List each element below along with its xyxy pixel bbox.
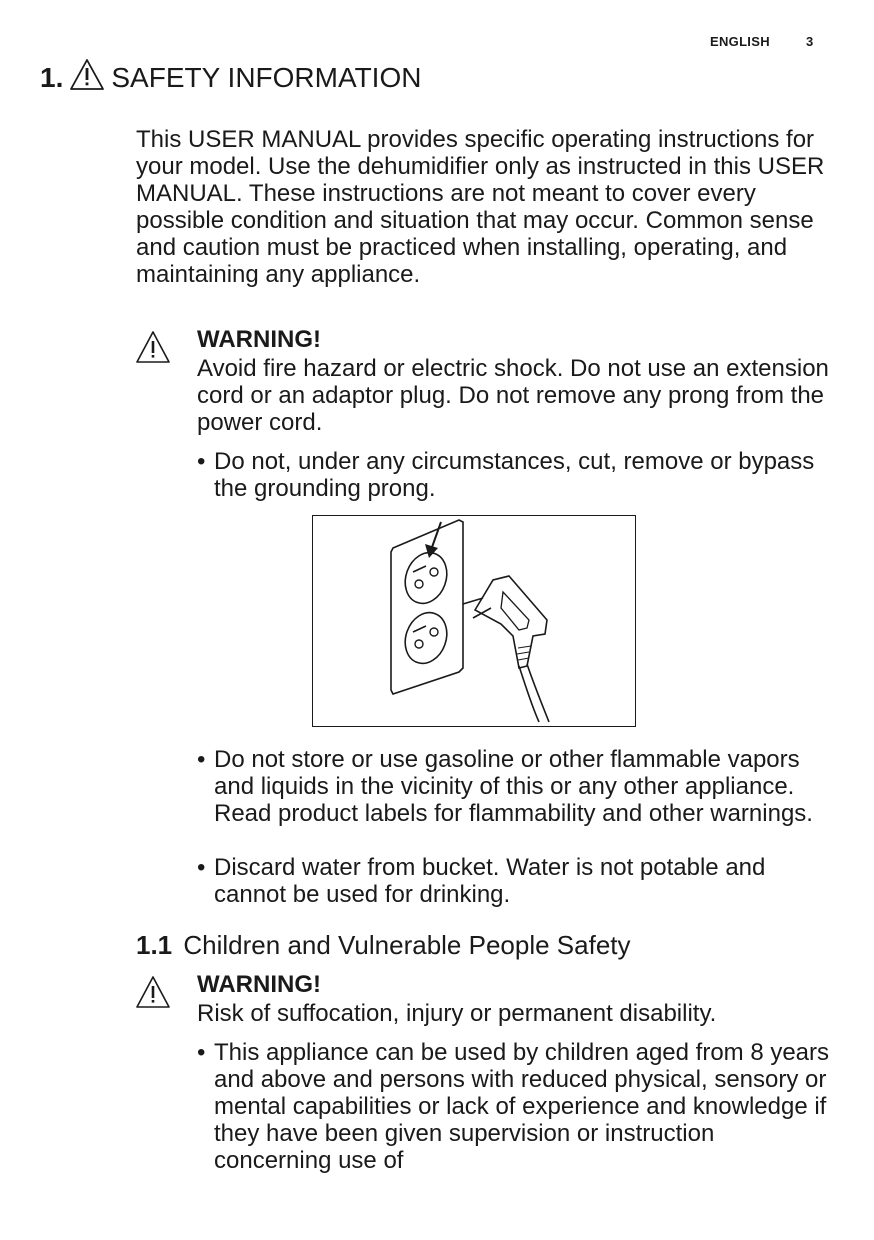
subsection-title: Children and Vulnerable People Safety [183, 930, 631, 960]
subsection-heading [136, 930, 631, 961]
intro-paragraph: This USER MANUAL provides specific operating instructions for your model. Use the dehumidifier only as instructed in this USER MANUAL. These instructions are not meant to cover every possible condition and situation that may occur. Common sense and caution must be practiced when installing, operating, and maintaining any appliance. [136, 126, 825, 288]
warning-triangle-icon [135, 330, 171, 364]
grounding-plug-illustration [312, 515, 636, 727]
warning-text: Risk of suffocation, injury or permanent disability. [197, 1000, 717, 1027]
list-item [197, 1039, 837, 1174]
header-language: ENGLISH [710, 34, 770, 49]
warning-triangle-icon [69, 57, 105, 93]
warning-text: Avoid fire hazard or electric shock. Do not use an extension cord or an adaptor plug. Do not remove any prong from the power cord. [197, 355, 829, 436]
page-number: 3 [806, 34, 814, 49]
warning-triangle-icon [135, 975, 171, 1009]
list-item-text: This appliance can be used by children aged from 8 years and above and persons with reduced physical, sensory or mental capabilities or lack of experience and knowledge if they have been given supervision or instruction concerning use of [214, 1039, 830, 1174]
list-item [197, 448, 837, 502]
section-number: 1. [40, 62, 64, 93]
list-item-text: Do not store or use gasoline or other flammable vapors and liquids in the vicinity of this or any other appliance. Read product labels for flammability and other warnings. [214, 746, 813, 827]
socket-and-plug-drawing [313, 516, 634, 725]
section-heading [40, 56, 421, 100]
bullet-marker: • [197, 448, 206, 475]
list-item-text: Discard water from bucket. Water is not potable and cannot be used for drinking. [214, 854, 766, 908]
bullet-marker: • [197, 746, 206, 773]
section-title: SAFETY INFORMATION [111, 62, 422, 93]
warning-title: WARNING! [197, 971, 321, 998]
list-item [197, 746, 837, 827]
bullet-marker: • [197, 1039, 206, 1066]
warning-title: WARNING! [197, 326, 321, 353]
list-item-text: Do not, under any circumstances, cut, remove or bypass the grounding prong. [214, 448, 815, 502]
subsection-number: 1.1 [136, 930, 173, 960]
bullet-marker: • [197, 854, 206, 881]
list-item [197, 854, 837, 908]
